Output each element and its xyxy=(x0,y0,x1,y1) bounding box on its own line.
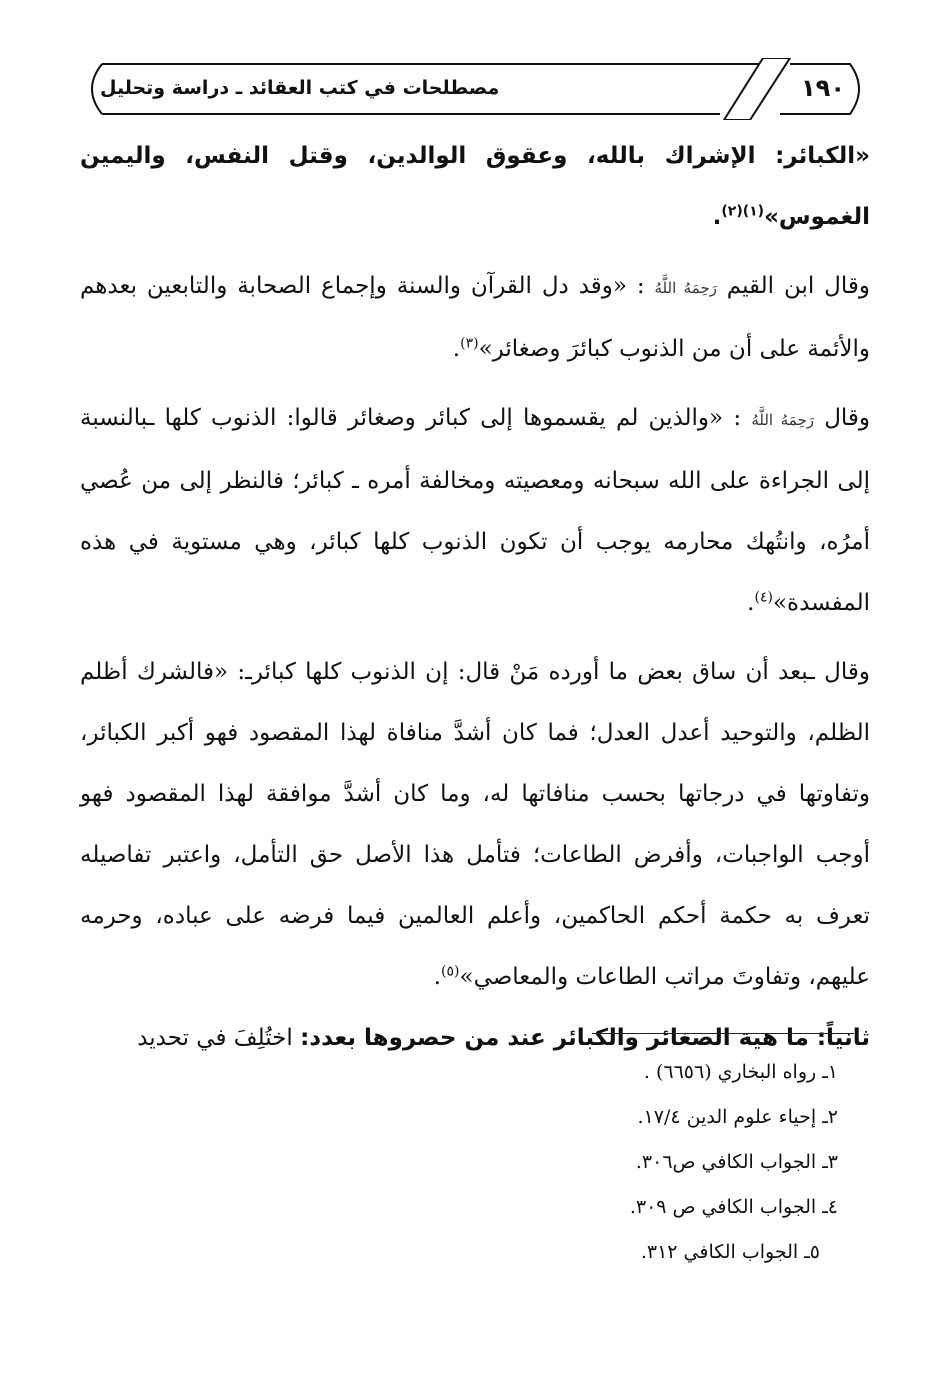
paragraph-quote-kabair xyxy=(80,126,870,248)
quote-text: وقال ـبعد أن ساق بعض ما أورده مَنْ قال: إن الذنوب كلها كبائرـ: «فالشرك أظلم الظلم، والتوحيد أعدل العدل؛ فما كان أشدَّ منافاة لهذا المقصود فهو أكبر الكبائر، وتفاوتها في درجاتها بحسب منافاتها له، وما كان أشدَّ موافقة لهذا المقصود فهو أوجب الواجبات، وأفرض الطاعات؛ فتأمل هذا الأصل حق التأمل، واعتبر تفاصيله تعرف به حكمة أحكم الحاكمين، وأعلم العالمين فيما فرضه على عباده، وحرمه عليهم، وتفاوتَ مراتب الطاعات والمعاصي» xyxy=(80,659,870,990)
footnote-reference: (١)(٢) xyxy=(721,203,765,220)
paragraph-sins-all-major xyxy=(80,388,870,634)
page-number: ١٩٠ xyxy=(801,74,845,102)
footnote-2: ٢ـ إحياء علوم الدين ١٧/٤. xyxy=(637,1106,838,1128)
quote-text: : «وقد دل القرآن والسنة وإجماع الصحابة والتابعين بعدهم والأئمة على أن من الذنوب كبائرَ وصغائر» xyxy=(80,273,870,362)
paragraph-ibn-qayyim xyxy=(80,256,870,380)
footnote-1: ١ـ رواه البخاري (٦٦٥٦) . xyxy=(643,1061,838,1083)
running-title: مصطلحات في كتب العقائد ـ دراسة وتحليل xyxy=(100,77,500,99)
section-heading: ثانياً: ما هية الصغائر والكبائر عند من حصروها بعدد: xyxy=(300,1025,870,1051)
footnote-reference: (٣) xyxy=(460,335,479,352)
quote-text: : «والذين لم يقسموها إلى كبائر وصغائر قالوا: الذنوب كلها ـبالنسبة إلى الجراءة على الله سبحانه ومعصيته ومخالفة أمره ـ كبائر؛ فالنظر إلى من عُصي أمرُه، وانتُهك محارمه يوجب أن تكون الذنوب كلها كبائر، وهي مستوية في هذه المفسدة» xyxy=(80,405,870,616)
footnote-reference: (٥) xyxy=(441,963,460,980)
running-header xyxy=(80,58,870,120)
section-text: اختُلِفَ في تحديد xyxy=(137,1025,293,1051)
sentence-end: . xyxy=(712,204,722,230)
sentence-end: . xyxy=(433,964,442,990)
footnote-separator xyxy=(592,1033,854,1034)
paragraph-lead: وقال ابن القيم xyxy=(726,273,870,299)
footnote-5: ٥ـ الجواب الكافي ٣١٢. xyxy=(640,1241,820,1263)
quote-text: «الكبائر: الإشراك بالله، وعقوق الوالدين، وقتل النفس، واليمين الغموس» xyxy=(80,143,870,230)
footnote-4: ٤ـ الجواب الكافي ص ٣٠٩. xyxy=(629,1196,838,1218)
footnotes-list xyxy=(238,1050,838,1275)
paragraph-shirk-tawhid xyxy=(80,642,870,1008)
footnote-3: ٣ـ الجواب الكافي ص٣٠٦. xyxy=(635,1151,838,1173)
main-text xyxy=(80,126,870,1069)
sentence-end: . xyxy=(747,590,755,616)
sentence-end: . xyxy=(452,336,461,362)
paragraph-lead: وقال xyxy=(824,405,871,431)
honorific-phrase: رَحِمَهُ اللَّهُ xyxy=(751,411,814,429)
honorific-phrase: رَحِمَهُ اللَّهُ xyxy=(654,279,717,297)
footnote-reference: (٤) xyxy=(754,589,773,606)
